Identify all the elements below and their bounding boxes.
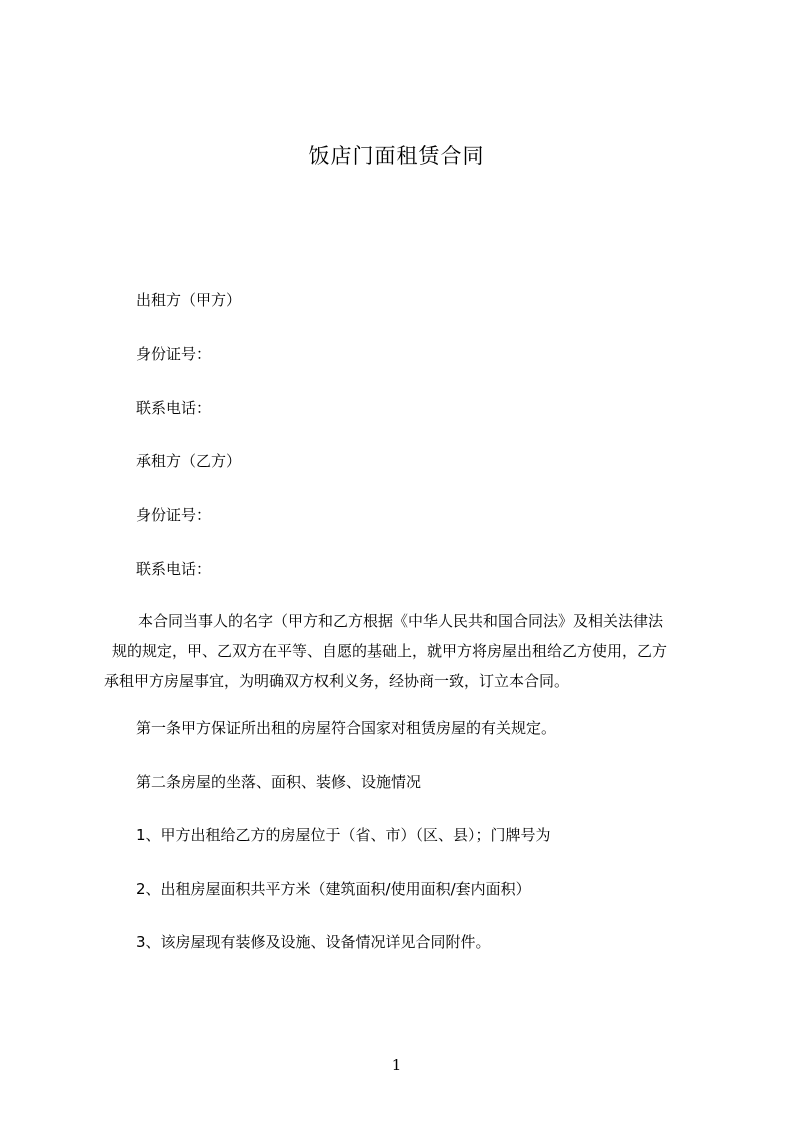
lessor-id-label: 身份证号： [136, 345, 212, 363]
lessor-label: 出租方（甲方） [136, 291, 242, 309]
clause-2-item-1: 1、甲方出租给乙方的房屋位于（省、市）（区、县）；门牌号为 [136, 826, 551, 844]
clause-2: 第二条房屋的坐落、面积、装修、设施情况 [136, 773, 422, 791]
lessee-id-label: 身份证号： [136, 506, 212, 524]
clause-2-item-3: 3、该房屋现有装修及设施、设备情况详见合同附件。 [136, 933, 491, 951]
intro-line: 承租甲方房屋事宜，为明确双方权利义务，经协商一致，订立本合同。 [104, 672, 570, 690]
intro-paragraph [104, 606, 704, 696]
intro-line: 本合同当事人的名字（甲方和乙方根据《中华人民共和国合同法》及相关法律法 [138, 612, 664, 630]
intro-line: 规的规定，甲、乙双方在平等、自愿的基础上，就甲方将房屋出租给乙方使用，乙方 [112, 642, 668, 660]
clause-2-item-2: 2、出租房屋面积共平方米（建筑面积/使用面积/套内面积） [136, 880, 531, 898]
document-title: 饭店门面租赁合同 [308, 144, 485, 168]
lessee-label: 承租方（乙方） [136, 452, 242, 470]
clause-1: 第一条甲方保证所出租的房屋符合国家对租赁房屋的有关规定。 [136, 719, 557, 737]
lessor-phone-label: 联系电话： [136, 399, 212, 417]
lessee-phone-label: 联系电话： [136, 560, 212, 578]
page-number: 1 [391, 1056, 402, 1074]
